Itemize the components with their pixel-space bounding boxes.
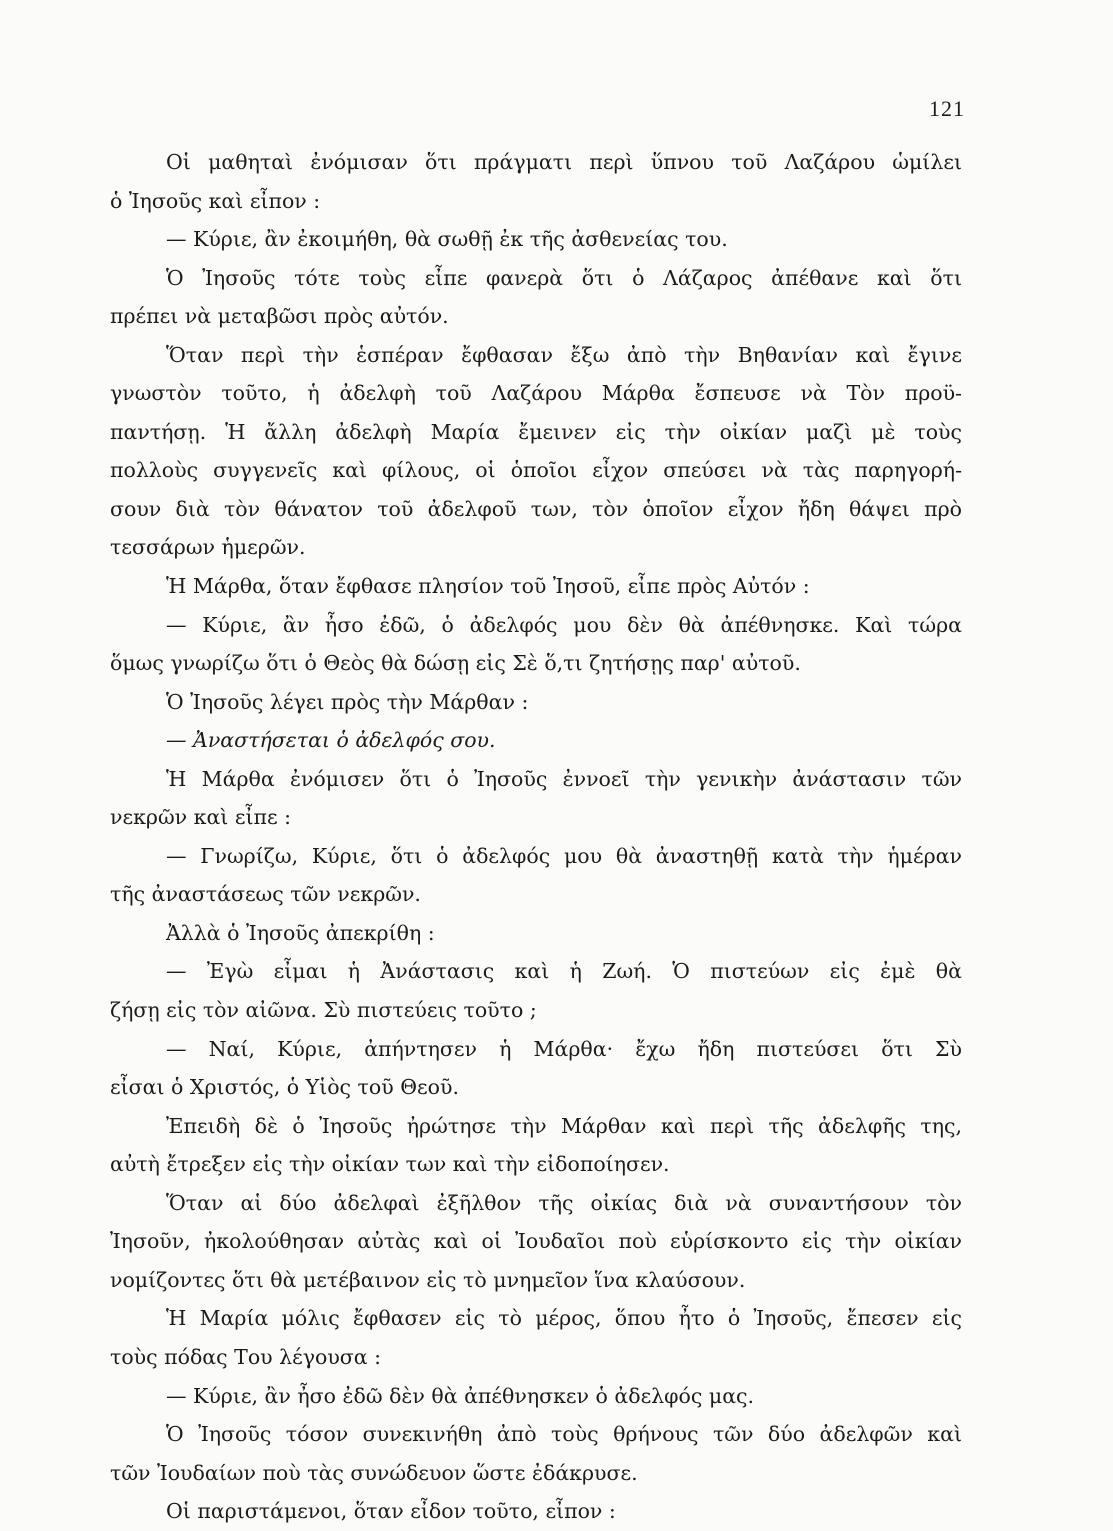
body-text <box>110 143 962 1531</box>
text-line: γνωστὸν τοῦτο, ἡ ἀδελφὴ τοῦ Λαζάρου Μάρθα ἔσπευσε νὰ Τὸν προϋ- <box>110 381 962 406</box>
text-line: Ἡ Μαρία μόλις ἔφθασεν εἰς τὸ μέρος, ὅπου ἦτο ὁ Ἰησοῦς, ἔπεσεν εἰς <box>166 1306 962 1331</box>
text-line: νεκρῶν καὶ εἶπε : <box>110 805 292 830</box>
page-number: 121 <box>929 96 965 121</box>
text-line: παντήσῃ. Ἡ ἄλλη ἀδελφὴ Μαρία ἔμεινεν εἰς τὴν οἰκίαν μαζὶ μὲ τοὺς <box>110 419 962 444</box>
text-line: ζήσῃ εἰς τὸν αἰῶνα. Σὺ πιστεύεις τοῦτο ; <box>110 998 537 1023</box>
text-line: Ἐπειδὴ δὲ ὁ Ἰησοῦς ἠρώτησε τὴν Μάρθαν καὶ περὶ τῆς ἀδελφῆς της, <box>166 1113 962 1138</box>
text-line: τεσσάρων ἡμερῶν. <box>110 535 306 560</box>
text-line: — Γνωρίζω, Κύριε, ὅτι ὁ ἀδελφός μου θὰ ἀναστηθῇ κατὰ τὴν ἡμέραν <box>166 843 962 868</box>
text-line: — Κύριε, ἂν ἐκοιμήθη, θὰ σωθῇ ἐκ τῆς ἀσθενείας του. <box>166 227 728 252</box>
text-line: αὐτὴ ἔτρεξεν εἰς τὴν οἰκίαν των καὶ τὴν εἰδοποίησεν. <box>110 1152 670 1177</box>
text-line: Ὁ Ἰησοῦς τόσον συνεκινήθη ἀπὸ τοὺς θρήνους τῶν δύο ἀδελφῶν καὶ <box>166 1422 962 1447</box>
text-line: ὅμως γνωρίζω ὅτι ὁ Θεὸς θὰ δώσῃ εἰς Σὲ ὅ,τι ζητήσῃς παρ' αὐτοῦ. <box>110 651 801 676</box>
text-line: — Ἐγὼ εἶμαι ἡ Ἀνάστασις καὶ ἡ Ζωή. Ὁ πιστεύων εἰς ἐμὲ θὰ <box>166 959 962 984</box>
text-line: Ὁ Ἰησοῦς τότε τοὺς εἶπε φανερὰ ὅτι ὁ Λάζαρος ἀπέθανε καὶ ὅτι <box>166 265 962 290</box>
text-line: τῶν Ἰουδαίων ποὺ τὰς συνώδευον ὥστε ἐδάκρυσε. <box>110 1460 638 1485</box>
text-line: νομίζοντες ὅτι θὰ μετέβαινον εἰς τὸ μνημεῖον ἵνα κλαύσουν. <box>110 1267 746 1292</box>
text-line: τοὺς πόδας Του λέγουσα : <box>110 1344 382 1369</box>
text-line: Ἀλλὰ ὁ Ἰησοῦς ἀπεκρίθη : <box>166 920 435 945</box>
text-line: τῆς ἀναστάσεως τῶν νεκρῶν. <box>110 882 421 907</box>
text-line: — Κύριε, ἂν ἦσο ἐδῶ δὲν θὰ ἀπέθνησκεν ὁ ἀδελφός μας. <box>166 1383 755 1408</box>
text-line: Ἰησοῦν, ἠκολούθησαν αὐτὰς καὶ οἱ Ἰουδαῖοι ποὺ εὑρίσκοντο εἰς τὴν οἰκίαν <box>110 1229 962 1254</box>
text-line: σουν διὰ τὸν θάνατον τοῦ ἀδελφοῦ των, τὸν ὁποῖον εἶχον ἤδη θάψει πρὸ <box>110 496 962 521</box>
text-line: — Ναί, Κύριε, ἀπήντησεν ἡ Μάρθα· ἔχω ἤδη πιστεύσει ὅτι Σὺ <box>166 1036 962 1061</box>
text-line: Ἡ Μάρθα ἐνόμισεν ὅτι ὁ Ἰησοῦς ἐννοεῖ τὴν γενικὴν ἀνάστασιν τῶν <box>166 766 962 791</box>
text-line: Ὅταν αἱ δύο ἀδελφαὶ ἐξῆλθον τῆς οἰκίας διὰ νὰ συναντήσουν τὸν <box>166 1190 962 1215</box>
text-line: πρέπει νὰ μεταβῶσι πρὸς αὐτόν. <box>110 304 449 329</box>
text-line: — Κύριε, ἂν ἦσο ἐδῶ, ὁ ἀδελφός μου δὲν θὰ ἀπέθνησκε. Καὶ τώρα <box>166 612 962 637</box>
text-line: Οἱ παριστάμενοι, ὅταν εἶδον τοῦτο, εἶπον : <box>166 1499 616 1524</box>
text-line: Ὅταν περὶ τὴν ἑσπέραν ἔφθασαν ἔξω ἀπὸ τὴν Βηθανίαν καὶ ἔγινε <box>166 342 962 367</box>
text-line: πολλοὺς συγγενεῖς καὶ φίλους, οἱ ὁποῖοι εἶχον σπεύσει νὰ τὰς παρηγορή- <box>110 458 962 483</box>
text-line: — Ἀναστήσεται ὁ ἀδελφός σου. <box>166 728 496 753</box>
text-line: Ὁ Ἰησοῦς λέγει πρὸς τὴν Μάρθαν : <box>166 689 529 714</box>
text-line: ὁ Ἰησοῦς καὶ εἶπον : <box>110 188 321 213</box>
text-line: εἶσαι ὁ Χριστός, ὁ Υἱὸς τοῦ Θεοῦ. <box>110 1075 459 1100</box>
text-line: Οἱ μαθηταὶ ἐνόμισαν ὅτι πράγματι περὶ ὕπνου τοῦ Λαζάρου ὡμίλει <box>166 150 962 174</box>
text-line: Ἡ Μάρθα, ὅταν ἔφθασε πλησίον τοῦ Ἰησοῦ, εἶπε πρὸς Αὐτόν : <box>166 574 810 599</box>
